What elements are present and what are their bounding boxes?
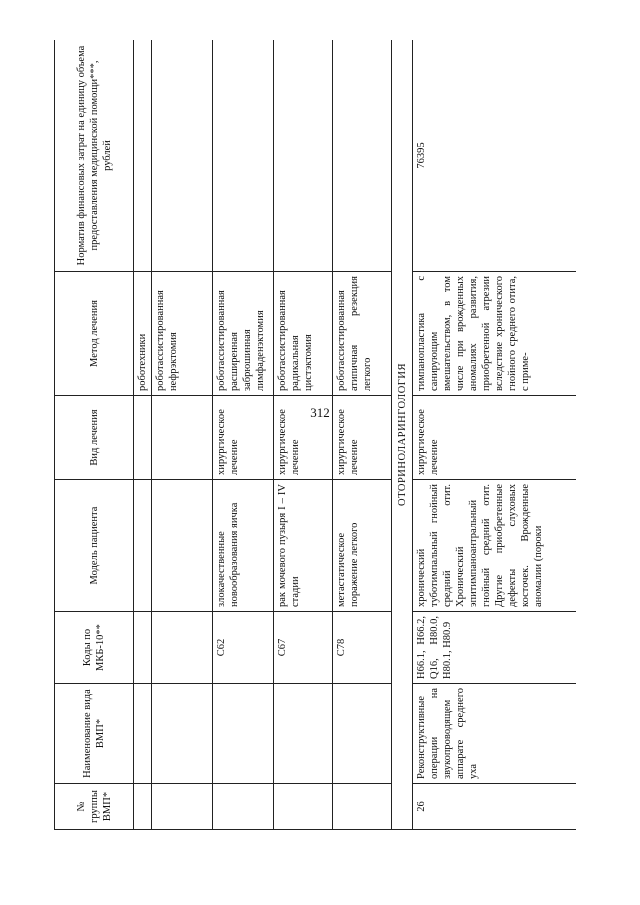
table-row [413,40,577,830]
cell-treatment-method: роботассистированная расширенная забрюшинная лимфаденэктомия [213,272,274,396]
section-row [392,40,413,830]
cell-treatment-type: хирургическое лечение [413,396,577,480]
cell-patient-model: рак мочевого пузыря I – IV стадии [274,480,333,612]
cell-vmp-name [333,684,392,784]
cell-patient-model [134,480,152,612]
table-row [333,40,392,830]
cell-group-no [134,784,152,830]
table-row [134,40,152,830]
header-icd-codes: Коды по МКБ-10** [55,612,134,684]
header-patient-model: Модель пациента [55,480,134,612]
cell-group-no [213,784,274,830]
cell-icd-codes [134,612,152,684]
cell-vmp-name: Реконструктивные операции на звукопроводящем аппарате среднего уха [413,684,577,784]
cell-vmp-name [274,684,333,784]
cell-icd-codes: H66.1, H66.2, Q16, H80.0, H80.1, H80.9 [413,612,577,684]
header-group-no: № группы ВМП* [55,784,134,830]
cell-icd-codes: C62 [213,612,274,684]
cell-group-no [274,784,333,830]
vmp-table [54,40,576,830]
cell-treatment-type: хирургическое лечение [274,396,333,480]
cell-patient-model: метастатическое поражение легкого [333,480,392,612]
cell-vmp-name [152,684,213,784]
cell-cost-norm [134,40,152,272]
header-cost-norm: Норматив финансовых затрат на единицу объема предоставления медицинской помощи***, рублей [55,40,134,272]
cell-group-no: 26 [413,784,577,830]
rotated-content [54,40,576,830]
section-title: ОТОРИНОЛАРИНГОЛОГИЯ [392,40,413,830]
cell-vmp-name [134,684,152,784]
cell-cost-norm: 76395 [413,40,577,272]
table-row [274,40,333,830]
rotated-table-area [54,40,576,830]
cell-treatment-method: роботассистированная радикальная цистэктомия [274,272,333,396]
header-row [55,40,134,830]
cell-vmp-name [213,684,274,784]
cell-icd-codes: C78 [333,612,392,684]
cell-patient-model: хронический туботимпальный гнойный средний отит. Хронический эпитимпаноантральный гнойный средний отит. Другие приобретенные дефекты слуховых косточек. Врожденные аномалии (пороки [413,480,577,612]
cell-group-no [152,784,213,830]
cell-treatment-method: тимпанопластика с санирующим вмешательством, в том числе при врожденных аномалиях развития, приобретенной атрезии вследствие хронического гнойного среднего отита, с приме- [413,272,577,396]
cell-treatment-method: роботехники [134,272,152,396]
cell-treatment-type: хирургическое лечение [333,396,392,480]
cell-treatment-method: роботассистированная атипичная резекция легкого [333,272,392,396]
cell-patient-model [152,480,213,612]
cell-cost-norm [274,40,333,272]
cell-icd-codes: C67 [274,612,333,684]
cell-cost-norm [213,40,274,272]
page-number: 312 [310,405,330,420]
cell-icd-codes [152,612,213,684]
cell-treatment-method: роботассистированная нефрэктомия [152,272,213,396]
cell-patient-model: злокачественные новообразования яичка [213,480,274,612]
cell-cost-norm [333,40,392,272]
cell-cost-norm [152,40,213,272]
table-row [213,40,274,830]
header-treatment-type: Вид лечения [55,396,134,480]
header-vmp-name: Наименование вида ВМП* [55,684,134,784]
cell-group-no [333,784,392,830]
cell-treatment-type [152,396,213,480]
cell-treatment-type [134,396,152,480]
cell-treatment-type: хирургическое лечение [213,396,274,480]
table-row [152,40,213,830]
header-treatment-method: Метод лечения [55,272,134,396]
